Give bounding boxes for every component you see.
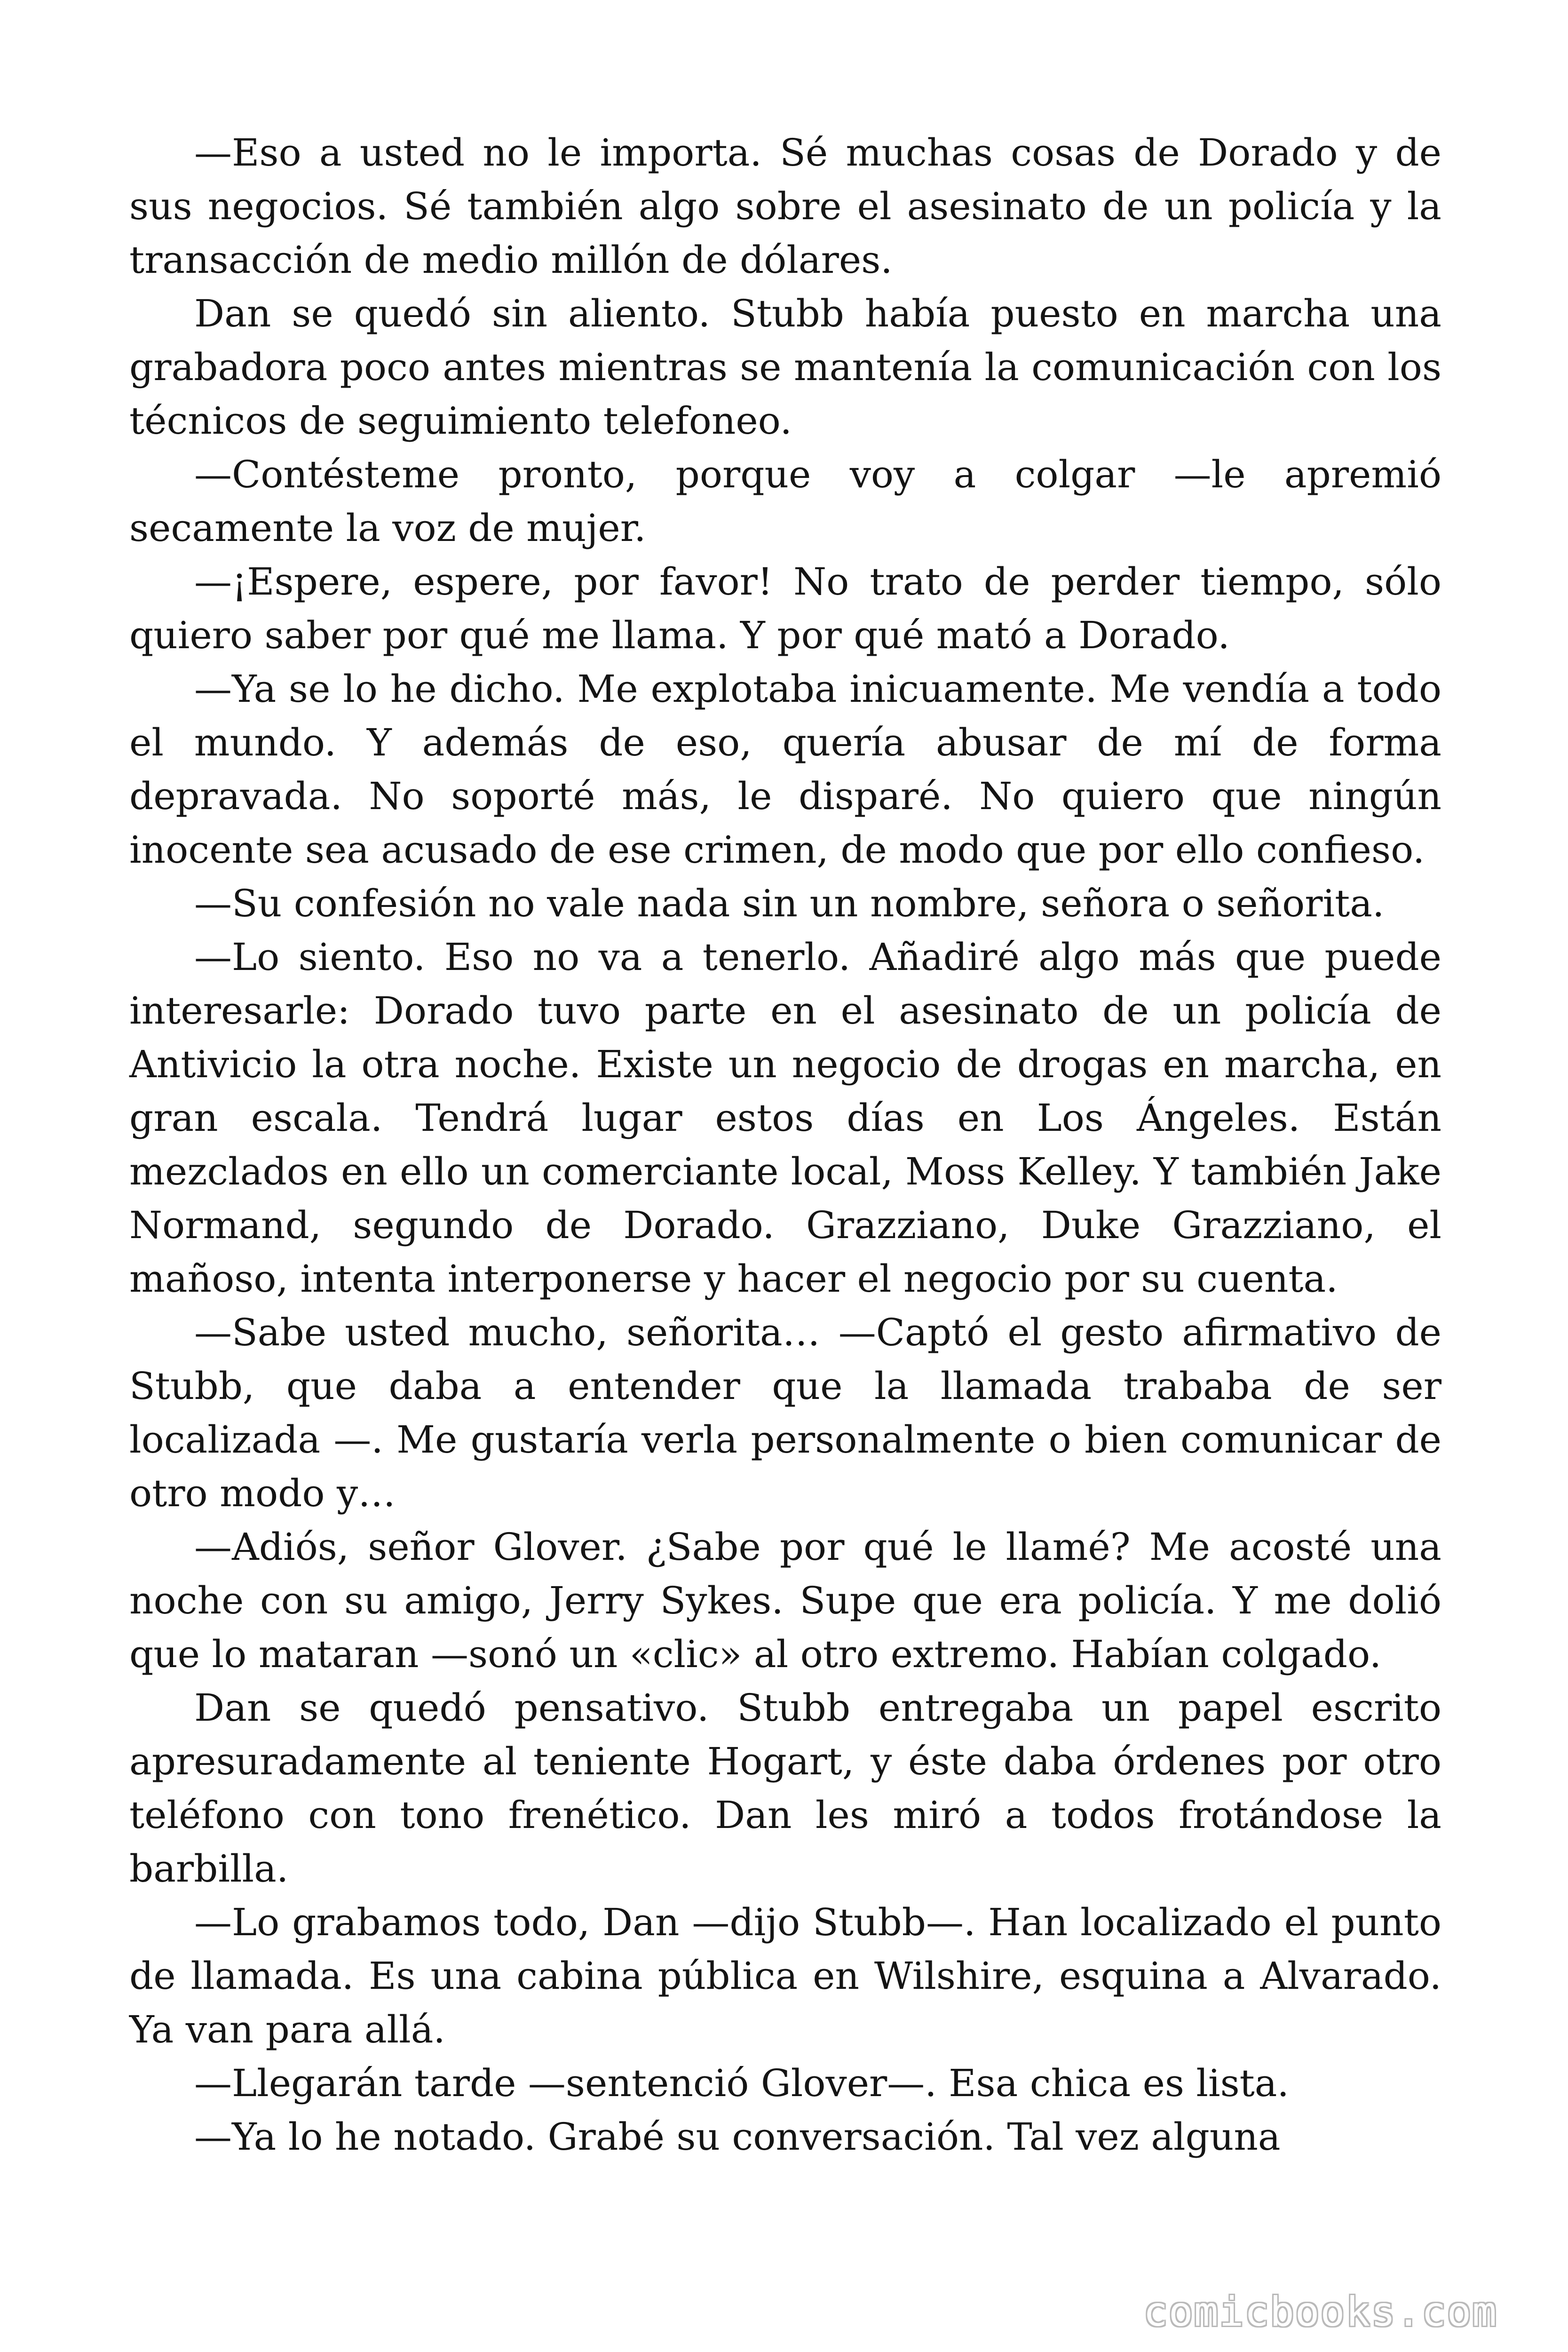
paragraph: —Lo siento. Eso no va a tenerlo. Añadiré algo más que puede interesarle: Dorado tuvo parte en el asesinato de un policía de Antivicio la otra noche. Existe un negocio de drogas en marcha, en gran escala. Tendrá lugar estos días en Los Ángeles. Están mezclados en ello un comerciante local, Moss Kelley. Y también Jake Normand, segundo de Dorado. Grazziano, Duke Grazziano, el mañoso, intenta interponerse y hacer el negocio por su cuenta. (129, 935, 1441, 1301)
paragraph: —Sabe usted mucho, señorita… —Captó el gesto afirmativo de Stubb, que daba a entender que la llamada trababa de ser localizada —. Me gustaría verla personalmente o bien comunicar de otro modo y… (129, 1311, 1441, 1515)
paragraph: —Ya lo he notado. Grabé su conversación. Tal vez alguna (194, 2115, 1281, 2159)
paragraph: —Eso a usted no le importa. Sé muchas cosas de Dorado y de sus negocios. Sé también algo sobre el asesinato de un policía y la transacción de medio millón de dólares. (129, 131, 1441, 282)
paragraph: —Su confesión no vale nada sin un nombre, señora o señorita. (194, 882, 1385, 925)
body-text (129, 126, 1441, 2164)
watermark: comicbooks.com (1143, 2288, 1497, 2336)
paragraph: —Ya se lo he dicho. Me explotaba inicuamente. Me vendía a todo el mundo. Y además de eso, quería abusar de mí de forma depravada. No soporté más, le disparé. No quiero que ningún inocente sea acusado de ese crimen, de modo que por ello confieso. (129, 667, 1441, 872)
paragraph: —Lo grabamos todo, Dan —dijo Stubb—. Han localizado el punto de llamada. Es una cabina pública en Wilshire, esquina a Alvarado. Ya van para allá. (129, 1900, 1441, 2051)
paragraph: Dan se quedó sin aliento. Stubb había puesto en marcha una grabadora poco antes mientras se mantenía la comunicación con los técnicos de seguimiento telefoneo. (129, 292, 1441, 443)
paragraph: Dan se quedó pensativo. Stubb entregaba un papel escrito apresuradamente al teniente Hogart, y éste daba órdenes por otro teléfono con tono frenético. Dan les miró a todos frotándose la barbilla. (129, 1686, 1441, 1891)
paragraph: —Contésteme pronto, porque voy a colgar —le apremió secamente la voz de mujer. (129, 453, 1441, 550)
paragraph: —Llegarán tarde —sentenció Glover—. Esa chica es lista. (194, 2061, 1289, 2105)
paragraph: —Adiós, señor Glover. ¿Sabe por qué le llamé? Me acosté una noche con su amigo, Jerry Sykes. Supe que era policía. Y me dolió que lo mataran —sonó un «clic» al otro extremo. Habían colgado. (129, 1525, 1441, 1676)
paragraph: —¡Espere, espere, por favor! No trato de perder tiempo, sólo quiero saber por qué me llama. Y por qué mató a Dorado. (129, 560, 1441, 657)
